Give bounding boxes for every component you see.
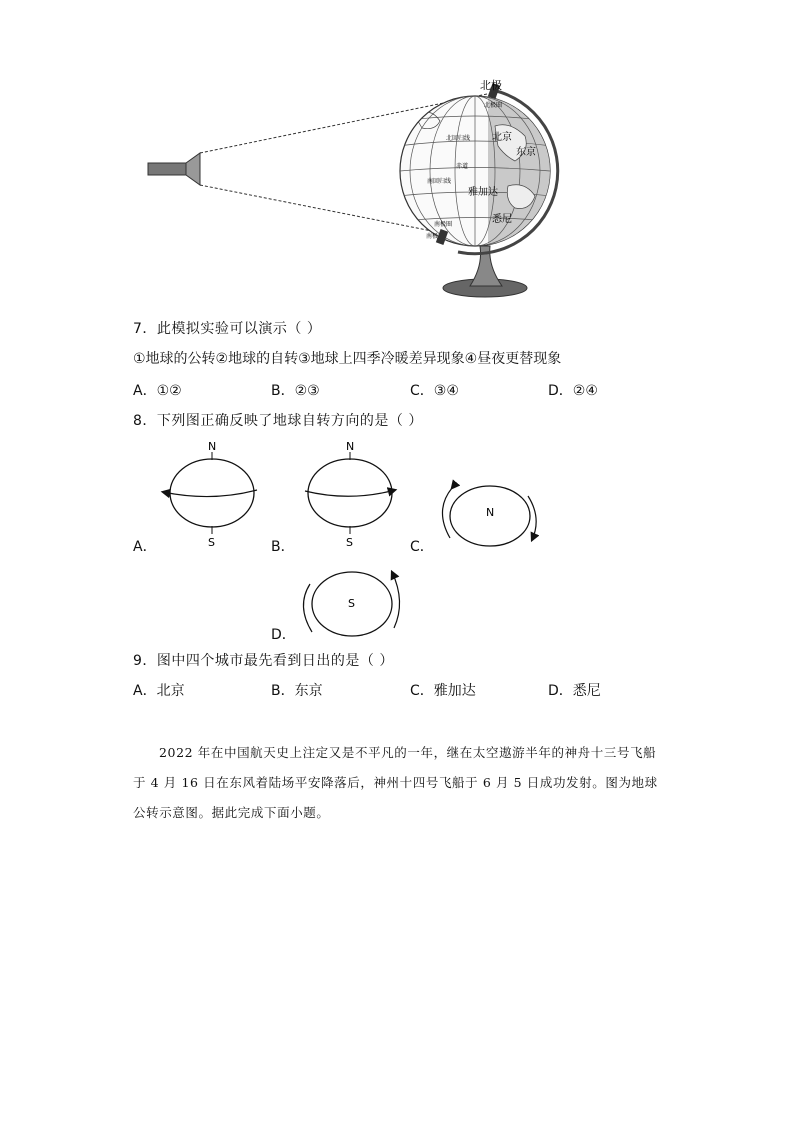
globe-experiment-figure [140,76,570,304]
q7-statements: ①地球的公转②地球的自转③地球上四季冷暖差异现象④昼夜更替现象 [133,351,562,367]
label-tropic-capricorn: 南回归线 [427,178,452,185]
q8-d-south-label: S [348,597,355,610]
label-sydney: 悉尼 [492,214,512,225]
q9-option-a[interactable]: A．北京 [133,683,185,699]
q8-b-south-label: S [346,536,353,549]
q8-rotation-diagrams [130,436,560,642]
label-south-pole: 南极 [426,233,439,240]
q8-stem: 8．下列图正确反映了地球自转方向的是（ ） [133,413,423,429]
q8-a-south-label: S [208,536,215,549]
q9-stem: 9．图中四个城市最先看到日出的是（ ） [133,653,394,669]
q8-option-a[interactable]: A． [133,539,157,555]
label-north-pole: 北极 [480,79,502,92]
reading-passage: 2022 年在中国航天史上注定又是不平凡的一年，继在太空遨游半年的神舟十三号飞船于 4 月 16 日在东风着陆场平安降落后，神州十四号飞船于 6 月 5 日成功发射。图为地球公转示意图。据此完成下面小题。 [133,745,658,820]
globe [398,83,558,254]
flashlight-icon [148,153,200,185]
q8-diagram-c [442,486,536,546]
label-tokyo: 东京 [516,147,536,158]
label-antarctic-circle: 南极圈 [434,221,453,228]
q9-option-d[interactable]: D．悉尼 [548,683,601,699]
q9-option-c[interactable]: C．雅加达 [410,683,476,699]
q8-c-north-label: N [486,506,495,519]
label-tropic-cancer: 北回归线 [446,135,471,142]
q8-diagram-a [163,440,257,549]
q8-diagram-d [303,572,399,636]
q7-option-d[interactable]: D．②④ [548,383,598,399]
q7-option-c[interactable]: C．③④ [410,383,459,399]
label-equator: 赤道 [456,163,469,170]
label-beijing: 北京 [492,132,512,143]
label-jakarta: 雅加达 [468,187,498,198]
q8-option-b[interactable]: B． [271,539,295,555]
q7-option-a[interactable]: A．①② [133,383,182,399]
q8-a-north-label: N [208,440,217,453]
q7-stem: 7．此模拟实验可以演示（ ） [133,321,322,337]
q8-option-d[interactable]: D． [271,627,296,643]
q8-option-c[interactable]: C． [410,539,434,555]
q7-option-b[interactable]: B．②③ [271,383,320,399]
q9-option-b[interactable]: B．东京 [271,683,323,699]
label-arctic-circle: 北极圈 [484,102,503,109]
q8-b-north-label: N [346,440,355,453]
q8-diagram-b [305,440,395,549]
